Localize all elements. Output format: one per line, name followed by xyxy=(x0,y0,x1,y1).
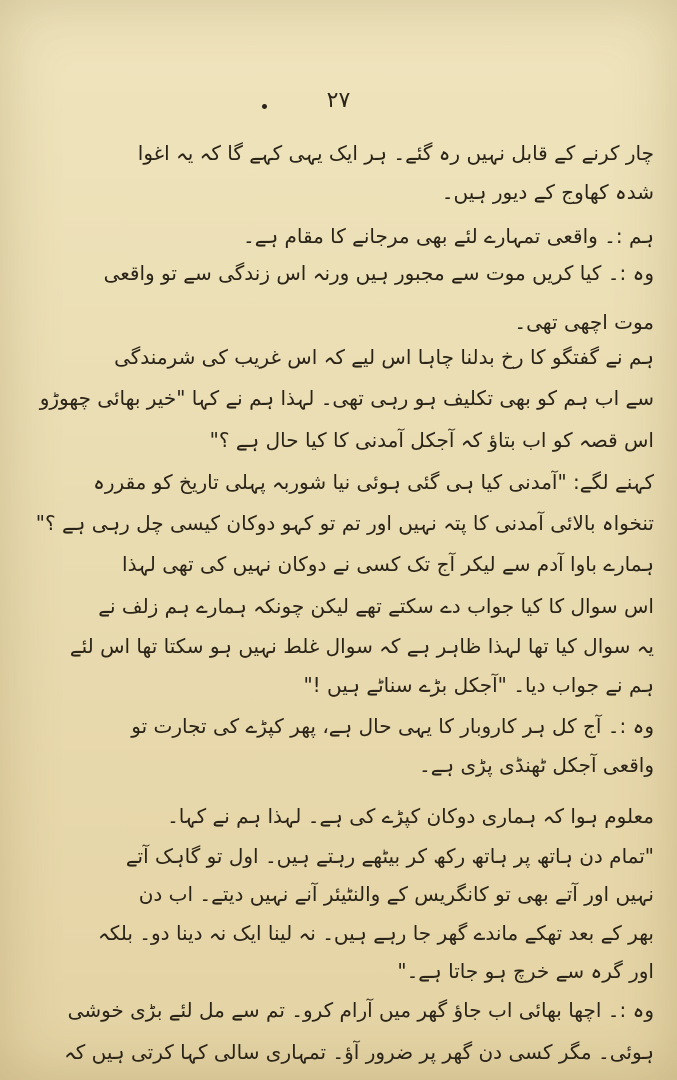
text-line: ہم نے گفتگو کا رخ بدلنا چاہا اس لیے کہ اس غریب کی شرمندگی xyxy=(114,345,654,369)
text-line: ہوئی۔ مگر کسی دن گھر پر ضرور آؤ۔ تمہاری سالی کہا کرتی ہیں کہ xyxy=(64,1040,654,1064)
text-line: ہم نے جواب دیا۔ "آجکل بڑے سناٹے ہیں !" xyxy=(303,673,654,697)
text-line: "تمام دن ہاتھ پر ہاتھ رکھ کر بیٹھے رہتے ہیں۔ اول تو گاہک آتے xyxy=(125,844,654,868)
text-line: اور گرہ سے خرچ ہو جاتا ہے۔" xyxy=(397,959,654,983)
text-line: یہ سوال کیا تھا لہذا ظاہر ہے کہ سوال غلط نہیں ہو سکتا تھا اس لئے xyxy=(69,634,654,658)
text-line: وہ :۔ کیا کریں موت سے مجبور ہیں ورنہ اس زندگی سے تو واقعی xyxy=(103,261,654,285)
text-line: وہ :۔ آج کل ہر کاروبار کا یہی حال ہے، پھر کپڑے کی تجارت تو xyxy=(131,714,654,738)
header-dot xyxy=(262,104,267,109)
text-line: ہم :۔ واقعی تمہارے لئے بھی مرجانے کا مقام ہے۔ xyxy=(243,224,654,248)
page-number: ٢٧ xyxy=(326,88,351,113)
text-line: وہ :۔ اچھا بھائی اب جاؤ گھر میں آرام کرو۔ تم سے مل لئے بڑی خوشی xyxy=(67,998,654,1022)
text-line: نہیں اور آتے بھی تو کانگریس کے والنٹیئر آنے نہیں دیتے۔ اب دن xyxy=(138,882,654,906)
text-line: واقعی آجکل ٹھنڈی پڑی ہے۔ xyxy=(418,753,654,777)
text-line: اس سوال کا کیا جواب دے سکتے تھے لیکن چونکہ ہمارے ہم زلف نے xyxy=(98,594,654,618)
text-line: کہنے لگے: "آمدنی کیا ہی گئی ہوئی نیا شوربہ پہلی تاریخ کو مقررہ xyxy=(93,470,654,494)
text-line: اس قصہ کو اب بتاؤ کہ آجکل آمدنی کا کیا حال ہے ؟" xyxy=(209,428,654,452)
text-line: شدہ کھاوج کے دیور ہیں۔ xyxy=(441,180,654,204)
text-line: موت اچھی تھی۔ xyxy=(514,310,654,334)
text-line: چار کرنے کے قابل نہیں رہ گئے۔ ہر ایک یہی کہے گا کہ یہ اغوا xyxy=(137,141,654,165)
text-line: معلوم ہوا کہ ہماری دوکان کپڑے کی ہے۔ لہذا ہم نے کہا۔ xyxy=(167,804,654,828)
text-line: تنخواہ بالائی آمدنی کا پتہ نہیں اور تم تو کہو دوکان کیسی چل رہی ہے ؟" xyxy=(35,511,654,535)
text-line: ہمارے باوا آدم سے لیکر آج تک کسی نے دوکان نہیں کی تھی لہذا xyxy=(122,552,654,576)
text-line: بھر کے بعد تھکے ماندے گھر جا رہے ہیں۔ نہ لینا ایک نہ دینا دو۔ بلکہ xyxy=(98,921,654,945)
text-line: سے اب ہم کو بھی تکلیف ہو رہی تھی۔ لہذا ہم نے کہا "خیر بھائی چھوڑو xyxy=(39,386,654,410)
